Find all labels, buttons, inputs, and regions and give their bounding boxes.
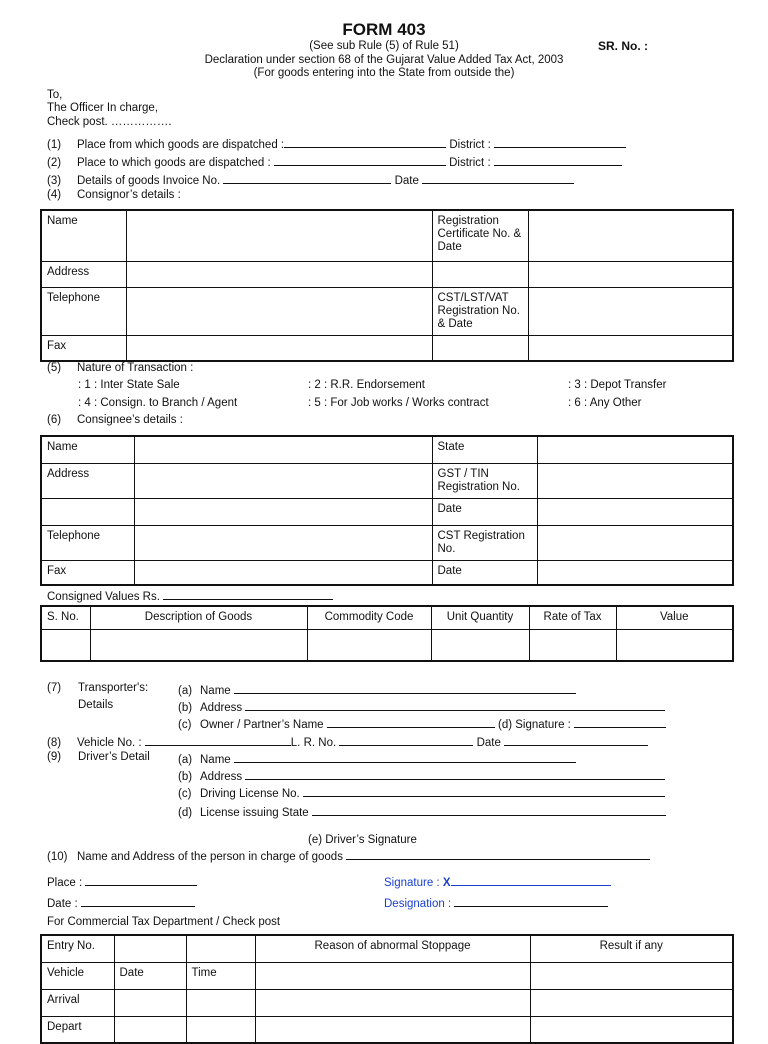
consignor-reg-cert-field[interactable] [528, 210, 733, 261]
consignor-address-label: Address [41, 261, 126, 287]
consignee-cst-reg-label: CST Registration No. [432, 525, 537, 560]
transporter-address-row [178, 699, 665, 714]
reason-field-2[interactable] [255, 989, 530, 1016]
goods-rate-of-tax-field[interactable] [529, 629, 616, 661]
goods-value-field[interactable] [616, 629, 733, 661]
item-10-number: (10) [47, 851, 68, 863]
consignee-address-cont-cell [41, 498, 134, 525]
item-1 [47, 136, 626, 151]
vehicle-no-label: Vehicle No. : [77, 737, 142, 749]
transaction-label: Nature of Transaction : [77, 362, 194, 374]
consignor-fax-extra-cell [432, 335, 528, 361]
signature-mark: X [442, 877, 451, 889]
lr-no-label: L. R. No. [290, 737, 337, 749]
item-4-label: Consignor’s details : [77, 189, 181, 201]
arrival-date-field[interactable] [114, 989, 186, 1016]
goods-sno-field[interactable] [41, 629, 90, 661]
signature-label: Signature : [384, 877, 440, 889]
item-6-number: (6) [47, 414, 62, 426]
driver-license-label: Driving License No. [200, 788, 300, 800]
item-3-label: Details of goods Invoice No. [77, 175, 221, 187]
consignee-date-label: Date [432, 498, 537, 525]
consignee-address-field[interactable] [134, 463, 432, 498]
transporter-c: (c) [178, 719, 192, 731]
goods-header-value: Value [616, 606, 733, 629]
vehicle-date-label: Date [476, 737, 501, 749]
designation-row [384, 895, 608, 910]
transaction-heading [47, 362, 193, 374]
consignee-name-label: Name [41, 436, 134, 463]
goods-header-unit-quantity: Unit Quantity [431, 606, 529, 629]
place-field[interactable] [85, 874, 197, 886]
transporter-address-label: Address [200, 702, 243, 714]
entry-no-field[interactable] [114, 935, 186, 962]
signature-field[interactable] [451, 874, 611, 886]
transaction-option-2[interactable]: : 2 : R.R. Endorsement [308, 379, 425, 391]
consignor-telephone-label: Telephone [41, 287, 126, 335]
transporter-details-label: Details [78, 699, 114, 711]
goods-table [40, 605, 734, 662]
depart-label: Depart [41, 1016, 114, 1043]
consignee-label: Consignee’s details : [77, 414, 183, 426]
item-5-number: (5) [47, 362, 62, 374]
transporter-label: Transporter's: [78, 682, 149, 694]
consignor-fax-field[interactable] [126, 335, 432, 361]
arrival-time-field[interactable] [186, 989, 255, 1016]
form-title: FORM 403 [342, 20, 426, 39]
driver-license-field[interactable] [303, 785, 665, 797]
consigned-values-label: Consigned Values Rs. [47, 591, 160, 603]
transporter-owner-row [178, 716, 666, 731]
driver-address-row [178, 768, 665, 783]
vehicle-no-field[interactable] [145, 734, 291, 746]
sr-no-label: SR. No. : [598, 39, 648, 53]
result-field-2[interactable] [530, 989, 733, 1016]
driver-license-state-field[interactable] [312, 804, 666, 816]
vehicle-date-field[interactable] [504, 734, 648, 746]
officer-label: The Officer In charge, [47, 102, 159, 114]
consignee-telephone-field[interactable] [134, 525, 432, 560]
consignor-address-field[interactable] [126, 261, 432, 287]
dispatch-to-field[interactable] [274, 154, 446, 166]
result-field-1[interactable] [530, 962, 733, 989]
driver-a: (a) [178, 754, 193, 766]
item-9-number: (9) [47, 751, 62, 763]
item-4-number: (4) [47, 189, 62, 201]
consignor-telephone-field[interactable] [126, 287, 432, 335]
transporter-name-field[interactable] [234, 682, 576, 694]
driver-license-state-label: License issuing State [200, 807, 309, 819]
date-field[interactable] [81, 895, 195, 907]
goods-unit-quantity-field[interactable] [431, 629, 529, 661]
transaction-option-3[interactable]: : 3 : Depot Transfer [568, 379, 667, 391]
driver-license-row [178, 785, 665, 800]
lr-no-field[interactable] [339, 734, 473, 746]
driver-address-label: Address [200, 771, 243, 783]
driver-name-field[interactable] [234, 751, 576, 763]
driver-name-row [178, 751, 576, 766]
dispatch-from-district-field[interactable] [494, 136, 626, 148]
goods-header-description: Description of Goods [90, 606, 307, 629]
designation-field[interactable] [454, 895, 608, 907]
driver-address-field[interactable] [245, 768, 665, 780]
item-2-number: (2) [47, 157, 62, 169]
consignee-fax-field[interactable] [134, 560, 432, 585]
person-in-charge-field[interactable] [346, 848, 650, 860]
consignee-heading [47, 414, 183, 426]
driver-c: (c) [178, 788, 192, 800]
goods-header-commodity-code: Commodity Code [307, 606, 431, 629]
item-4 [47, 189, 181, 201]
declaration-text: Declaration under section 68 of the Gujarat Value Added Tax Act, 2003 [204, 54, 564, 66]
vehicle-row [47, 734, 648, 749]
reason-header: Reason of abnormal Stoppage [255, 935, 530, 962]
consignee-date2-label: Date [432, 560, 537, 585]
goods-description-field[interactable] [90, 629, 307, 661]
consignee-address-label: Address [41, 463, 134, 498]
consignor-fax-extra-field[interactable] [528, 335, 733, 361]
item-3-number: (3) [47, 175, 62, 187]
transporter-signature-field[interactable] [574, 716, 666, 728]
consigned-values-field[interactable] [163, 588, 333, 600]
consignee-gst-tin-field[interactable] [537, 463, 733, 498]
date-label: Date : [47, 898, 78, 910]
invoice-no-field[interactable] [223, 172, 391, 184]
driver-signature-label: (e) Driver’s Signature [308, 834, 417, 846]
goods-header-sno: S. No. [41, 606, 90, 629]
transporter-owner-field[interactable] [327, 716, 495, 728]
consignee-date-field[interactable] [537, 498, 733, 525]
transporter-address-field[interactable] [245, 699, 665, 711]
depart-date-field[interactable] [114, 1016, 186, 1043]
item-2 [47, 154, 622, 169]
entry-no-field-2[interactable] [186, 935, 255, 962]
reason-field-3[interactable] [255, 1016, 530, 1043]
item-7-number: (7) [47, 682, 62, 694]
designation-label: Designation : [384, 898, 452, 910]
driver-d: (d) [178, 807, 193, 819]
consignee-fax-label: Fax [41, 560, 134, 585]
transporter-owner-label: Owner / Partner’s Name [200, 719, 324, 731]
to-label: To, [47, 89, 63, 101]
consignee-cst-reg-field[interactable] [537, 525, 733, 560]
transaction-option-1[interactable]: : 1 : Inter State Sale [78, 379, 180, 391]
consigned-values [47, 588, 333, 603]
result-field-3[interactable] [530, 1016, 733, 1043]
result-header: Result if any [530, 935, 733, 962]
consignee-name-field[interactable] [134, 436, 432, 463]
item-1-district-label: District : [449, 139, 491, 151]
dispatch-from-field[interactable] [284, 136, 446, 148]
sub-rule-text: (See sub Rule (5) of Rule 51) [309, 40, 459, 52]
item-2-label: Place to which goods are dispatched : [77, 157, 271, 169]
goods-entering-text: (For goods entering into the State from outside the) [253, 67, 515, 79]
consignor-address-extra-field[interactable] [528, 261, 733, 287]
item-2-district-label: District : [449, 157, 491, 169]
department-label: For Commercial Tax Department / Check post [47, 916, 281, 928]
consignor-cst-reg-field[interactable] [528, 287, 733, 335]
consignee-state-label: State [432, 436, 537, 463]
date-col-label: Date [114, 962, 186, 989]
transaction-option-5[interactable]: : 5 : For Job works / Works contract [308, 397, 489, 409]
time-col-label: Time [186, 962, 255, 989]
transporter-name-row [178, 682, 576, 697]
person-in-charge-label: Name and Address of the person in charge of goods [77, 851, 343, 863]
transporter-a: (a) [178, 685, 193, 697]
transaction-option-4[interactable]: : 4 : Consign. to Branch / Agent [78, 397, 238, 409]
transporter-signature-label: (d) Signature : [497, 719, 571, 731]
consignee-telephone-label: Telephone [41, 525, 134, 560]
entry-no-label: Entry No. [41, 935, 114, 962]
invoice-date-field[interactable] [422, 172, 574, 184]
depart-time-field[interactable] [186, 1016, 255, 1043]
reason-field-1[interactable] [255, 962, 530, 989]
item-1-label: Place from which goods are dispatched : [77, 139, 285, 151]
driver-b: (b) [178, 771, 193, 783]
checkpost-table [40, 934, 734, 1044]
check-post-label: Check post. ……………. [47, 116, 172, 128]
transaction-option-6[interactable]: : 6 : Any Other [568, 397, 642, 409]
consignor-name-label: Name [41, 210, 126, 261]
vehicle-label: Vehicle [41, 962, 114, 989]
consignee-state-field[interactable] [537, 436, 733, 463]
place-row [47, 874, 197, 889]
date-row [47, 895, 195, 910]
consignor-address-extra-cell [432, 261, 528, 287]
place-label: Place : [47, 877, 83, 889]
driver-license-state-row [178, 804, 666, 819]
consignor-table [40, 209, 734, 362]
consignee-date2-field[interactable] [537, 560, 733, 585]
arrival-label: Arrival [41, 989, 114, 1016]
goods-commodity-code-field[interactable] [307, 629, 431, 661]
consignee-address-cont-field[interactable] [134, 498, 432, 525]
dispatch-to-district-field[interactable] [494, 154, 622, 166]
driver-detail-label: Driver’s Detail [78, 751, 150, 763]
item-3 [47, 172, 574, 187]
consignor-cst-reg-label: CST/LST/VAT Registration No. & Date [432, 287, 528, 335]
goods-header-rate-of-tax: Rate of Tax [529, 606, 616, 629]
signature-row [384, 874, 611, 889]
item-1-number: (1) [47, 139, 62, 151]
consignor-name-field[interactable] [126, 210, 432, 261]
consignee-table [40, 435, 734, 586]
item-8-number: (8) [47, 737, 62, 749]
transporter-name-label: Name [200, 685, 231, 697]
driver-name-label: Name [200, 754, 231, 766]
consignor-reg-cert-label: Registration Certificate No. & Date [432, 210, 528, 261]
item-3-date-label: Date [394, 175, 419, 187]
transporter-b: (b) [178, 702, 193, 714]
consignee-gst-tin-label: GST / TIN Registration No. [432, 463, 537, 498]
person-in-charge-row [47, 848, 650, 863]
consignor-fax-label: Fax [41, 335, 126, 361]
